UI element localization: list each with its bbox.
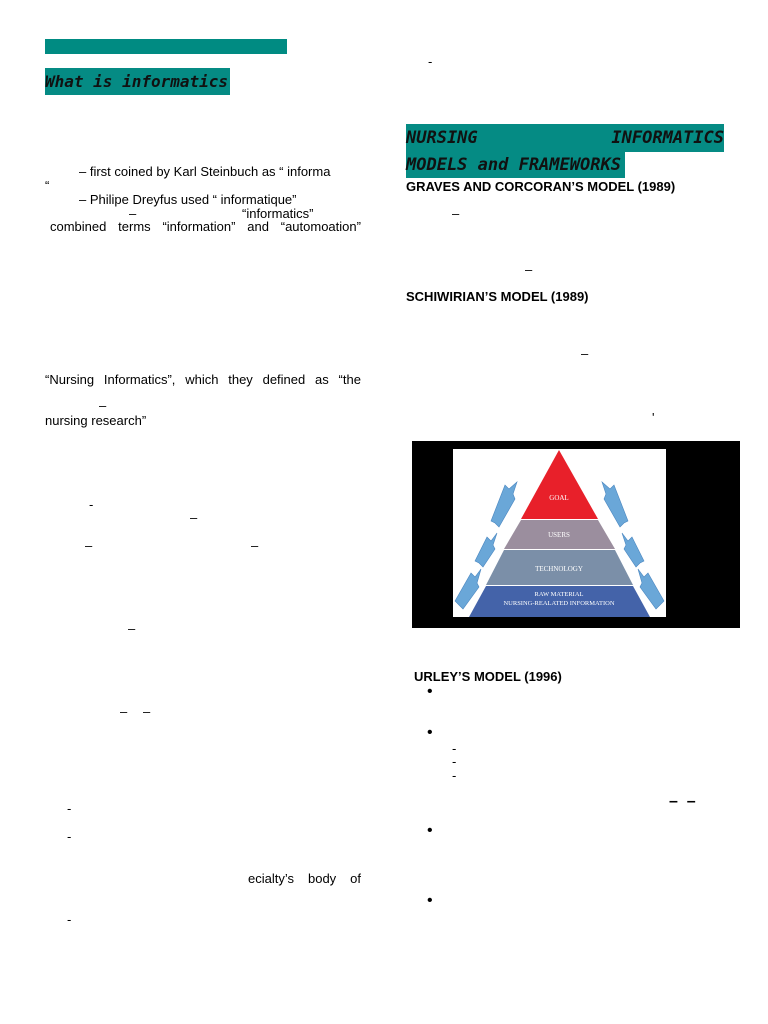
double-arrow-icon [475,533,497,567]
dash-mark: – [99,398,107,413]
list-dash: - [67,912,72,927]
double-arrow-icon [602,482,628,527]
sub-dash: - [452,768,457,783]
schiwirian-model-title: SCHIWIRIAN’S MODEL (1989) [406,289,589,304]
pyramid-raw-material-sublabel: NURSING-REALATED INFORMATION [503,600,615,607]
pyramid-goal-label: GOAL [549,494,569,502]
heading-word: INFORMATICS [611,128,724,148]
figure-panel [453,449,666,617]
word: combined [50,219,107,234]
combined-terms-line [50,219,361,234]
steinbuch-line: – first coined by Karl Steinbuch as “ informa [79,164,331,179]
models-heading-line2: MODELS and FRAMEWORKS [406,152,625,178]
list-dash: - [67,801,72,816]
specialty-body-line [248,871,361,886]
dash-mark: – [581,346,589,361]
turley-model-title: URLEY’S MODEL (1996) [414,669,562,684]
dash-mark: – [85,538,93,553]
section-heading-informatics: What is informatics [45,68,230,95]
sub-dash: - [452,754,457,769]
heading-word: NURSING [406,128,478,148]
pyramid-users-label: USERS [548,531,570,539]
word: “Nursing [45,372,95,387]
list-dash: - [67,829,72,844]
nursing-research-line: nursing research” [45,413,147,428]
word: “automoation” [280,219,361,234]
word: terms [118,219,151,234]
dash-mark: - [89,497,94,512]
word: and [247,219,269,234]
informatics-term: “informatics” [242,206,314,221]
models-heading-line1 [406,124,724,152]
word: Informatics”, [103,372,176,387]
dash-mark: – [190,510,198,525]
word: of [350,871,361,886]
word: “information” [162,219,236,234]
double-arrow-icon [491,482,517,527]
dash-mark: - [428,54,433,69]
word: defined [262,372,306,387]
dash-mark: – [525,262,533,277]
graves-corcoran-pyramid-figure [412,441,740,628]
bullet-point: • [427,683,433,700]
word: “the [338,372,361,387]
open-quote: “ [45,178,50,193]
bullet-point: • [427,822,433,839]
graves-model-title: GRAVES AND CORCORAN’S MODEL (1989) [406,179,676,194]
word: as [315,372,329,387]
apostrophe-mark: ' [652,410,655,425]
double-arrow-icon [622,533,644,567]
bold-dash-pair: – – [669,793,696,810]
dash-mark: – [452,206,460,221]
accent-bar [45,39,287,54]
bullet-point: • [427,724,433,741]
word: body [307,871,337,886]
dash-mark: – [128,621,136,636]
word: ecialty’s [248,871,295,886]
dash-mark: – [251,538,259,553]
dreyfus-line: – Philipe Dreyfus used “ informatique” [79,192,297,207]
dash-mark: – [120,704,128,719]
pyramid-technology-label: TECHNOLOGY [535,565,583,573]
dash-mark: – [129,206,137,221]
sub-dash: - [452,741,457,756]
pyramid-goal-layer [521,450,598,519]
pyramid-diagram [453,449,666,617]
nursing-informatics-definition [45,372,361,387]
pyramid-raw-material-label: RAW MATERIAL [534,591,584,598]
dash-mark: – [143,704,151,719]
word: which [185,372,219,387]
word: they [228,372,253,387]
bullet-point: • [427,892,433,909]
